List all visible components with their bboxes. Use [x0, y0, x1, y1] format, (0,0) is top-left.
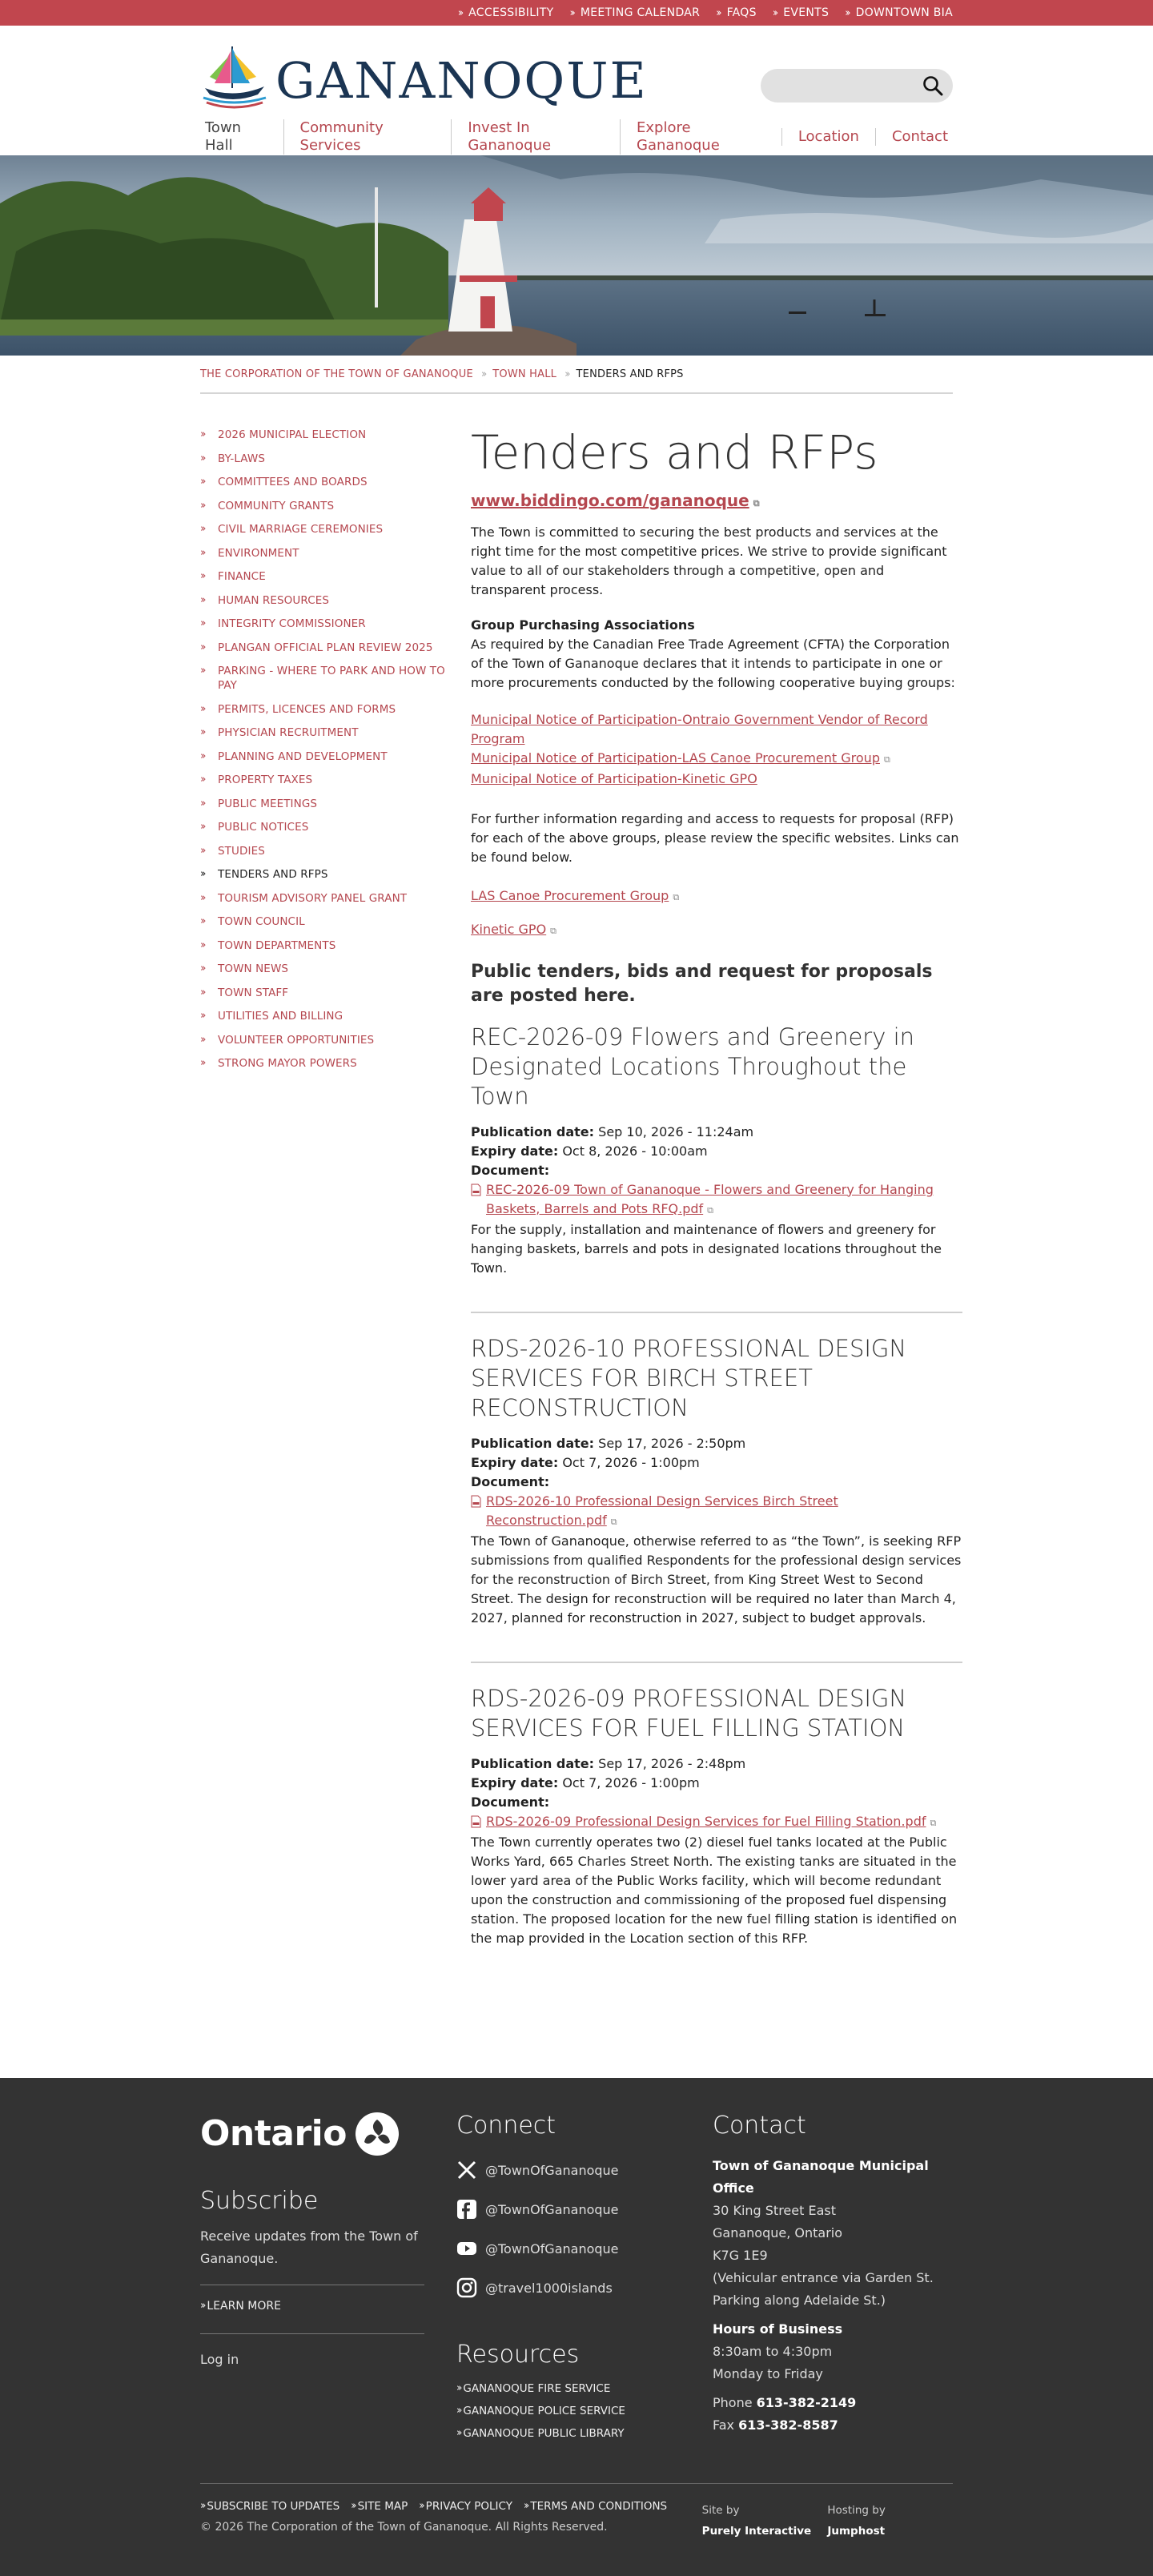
- double-chevron-icon: ››: [200, 2499, 204, 2512]
- sidebar-item-planning[interactable]: ›› PLANNING AND DEVELOPMENT: [200, 749, 388, 763]
- fax-number: 613-382-8587: [738, 2417, 838, 2433]
- sidebar-item-physician-recruitment[interactable]: ›› PHYSICIAN RECRUITMENT: [200, 726, 359, 739]
- gpa-paragraph: As required by the Canadian Free Trade Agreement (CFTA) the Corporation of the Town of Gananoque declares that it intends to participate in one or more procurements conducted by the following cooperative buying groups:: [471, 636, 955, 690]
- nav-contact[interactable]: Contact: [875, 128, 953, 146]
- hours-line: Monday to Friday: [713, 2365, 823, 2381]
- subscribe-heading: Subscribe: [200, 2186, 319, 2215]
- social-link-facebook[interactable]: @TownOfGananoque: [456, 2199, 713, 2220]
- footer-link-terms[interactable]: ›› TERMS AND CONDITIONS: [523, 2499, 668, 2513]
- tender-description: The Town of Gananoque, otherwise referred to as “the Town”, is seeking RFP submissions from qualified Respondents for the professional design services for the reconstruction of Birch Street, from King Street West to Second Street. The design for reconstruction will be required no later than March 4, 2027, planned for reconstruction in 2027, subject to budget approvals.: [471, 1533, 962, 1626]
- double-chevron-icon: ››: [457, 6, 462, 19]
- double-chevron-icon: ››: [845, 6, 849, 19]
- double-chevron-icon: ››: [200, 844, 204, 857]
- social-link-x[interactable]: @TownOfGananoque: [456, 2160, 713, 2181]
- double-chevron-icon: ››: [200, 476, 204, 488]
- x-icon: [456, 2160, 477, 2180]
- instagram-icon: [456, 2277, 477, 2298]
- ontario-logo: Ontario: [200, 2110, 456, 2158]
- phone-number[interactable]: 613-382-2149: [756, 2394, 857, 2410]
- resource-link-library[interactable]: ›› GANANOQUE PUBLIC LIBRARY: [456, 2426, 625, 2440]
- login-link[interactable]: Log in: [200, 2351, 239, 2367]
- sailboat-logo-icon: [200, 42, 267, 112]
- external-link-icon: ⧉: [753, 497, 760, 508]
- site-footer: [0, 2078, 1153, 2576]
- sidebar-item-town-departments[interactable]: ›› TOWN DEPARTMENTS: [200, 938, 336, 952]
- double-chevron-icon: ››: [200, 523, 204, 535]
- expiry-date: Expiry date: Oct 8, 2026 - 10:00am: [471, 1143, 708, 1159]
- footer-link-privacy[interactable]: ›› PRIVACY POLICY: [419, 2499, 512, 2513]
- double-chevron-icon: ››: [716, 6, 720, 19]
- tender-description: The Town currently operates two (2) diesel fuel tanks located at the Public Works Yard, 665 Charles Street North. The existing tanks are situated in the lower yard area of the Public Works facility, which will become redundant upon the construction and commissioning of the proposed fuel dispensing station. The proposed location for the new fuel filling station is identified on the map provided in the Location section of this RFP.: [471, 1834, 958, 1946]
- double-chevron-icon: ››: [456, 2404, 460, 2417]
- footer-bottom-links: [200, 2500, 702, 2513]
- external-link-icon: ⧉: [707, 1204, 714, 1216]
- hosting-credit: Hosting by Jumphost: [827, 2503, 886, 2538]
- double-chevron-icon: ››: [200, 986, 204, 999]
- double-chevron-icon: ››: [200, 570, 204, 582]
- contact-heading: Contact: [713, 2111, 806, 2140]
- phone-line: Phone 613-382-2149: [713, 2394, 857, 2410]
- sidebar-item-public-notices[interactable]: ›› PUBLIC NOTICES: [200, 821, 309, 834]
- external-link-icon: ⧉: [930, 1817, 937, 1828]
- kinetic-gpo-link[interactable]: Kinetic GPO ⧉: [471, 920, 556, 941]
- resource-link-fire[interactable]: ›› GANANOQUE FIRE SERVICE: [456, 2381, 611, 2395]
- topbar-link-events[interactable]: ›› EVENTS: [772, 6, 830, 19]
- notice-link-kinetic[interactable]: Municipal Notice of Participation-Kinetic GPO: [471, 770, 757, 786]
- document-link[interactable]: RDS-2026-09 Professional Design Services for Fuel Filling Station.pdf ⧉: [486, 1812, 936, 1833]
- document-row: [471, 1180, 962, 1220]
- sidebar-item-community-grants[interactable]: ›› COMMUNITY GRANTS: [200, 499, 335, 512]
- footer-bottom: [200, 2483, 953, 2542]
- youtube-icon: [456, 2238, 477, 2259]
- sidebar-item-finance[interactable]: ›› FINANCE: [200, 570, 266, 583]
- breadcrumb-town-hall[interactable]: TOWN HALL: [492, 368, 557, 380]
- breadcrumb-corporation[interactable]: THE CORPORATION OF THE TOWN OF GANANOQUE: [200, 368, 473, 380]
- external-link-icon: ⧉: [550, 925, 557, 936]
- external-link-icon: ⧉: [883, 754, 890, 765]
- sidebar-item-municipal-election[interactable]: ›› 2026 MUNICIPAL ELECTION: [200, 428, 367, 441]
- topbar-link-accessibility[interactable]: ›› ACCESSIBILITY: [457, 6, 554, 19]
- document-label: Document:: [471, 1162, 550, 1178]
- document-link[interactable]: REC-2026-09 Town of Gananoque - Flowers and Greenery for Hanging Baskets, Barrels and Pots RFQ.pdf ⧉: [486, 1180, 962, 1220]
- footer-column-connect: [456, 2110, 713, 2449]
- sidebar-item-strong-mayor[interactable]: ›› STRONG MAYOR POWERS: [200, 1057, 357, 1070]
- learn-more-link[interactable]: ›› LEARN MORE: [200, 2299, 281, 2313]
- double-chevron-icon: ››: [419, 2499, 423, 2512]
- intro-paragraph: The Town is committed to securing the best products and services at the right time for the most competitive prices. We strive to provide significant value to all of our stakeholders through a competitive, open and transparent process.: [471, 524, 947, 597]
- tender-description: For the supply, installation and maintenance of flowers and greenery for hanging baskets, barrels and pots in designated locations throughout the Town.: [471, 1221, 942, 1276]
- nav-invest[interactable]: Invest In Gananoque: [451, 119, 620, 155]
- site-logo[interactable]: [200, 42, 648, 112]
- sidebar-item-plangan[interactable]: ›› PLANGAN OFFICIAL PLAN REVIEW 2025: [200, 641, 433, 654]
- document-label: Document:: [471, 1473, 550, 1489]
- tender-title: RDS-2026-10 PROFESSIONAL DESIGN SERVICES FOR BIRCH STREET RECONSTRUCTION: [471, 1334, 907, 1421]
- double-chevron-icon: ››: [564, 368, 568, 380]
- nav-town-hall[interactable]: Town Hall: [205, 119, 242, 154]
- expiry-date: Expiry date: Oct 7, 2026 - 1:00pm: [471, 1454, 700, 1470]
- office-name: Town of Gananoque Municipal Office: [713, 2157, 929, 2196]
- connect-heading: Connect: [456, 2111, 556, 2140]
- double-chevron-icon: ››: [200, 452, 204, 464]
- footer-column-subscribe: [200, 2110, 456, 2449]
- nav-explore[interactable]: Explore Gananoque: [620, 119, 781, 155]
- notice-link-las[interactable]: Municipal Notice of Participation-LAS Canoe Procurement Group ⧉: [471, 749, 962, 770]
- double-chevron-icon: ››: [200, 797, 204, 810]
- double-chevron-icon: ››: [200, 2300, 204, 2313]
- sidebar-item-town-staff[interactable]: ›› TOWN STAFF: [200, 986, 289, 999]
- double-chevron-icon: ››: [200, 665, 204, 677]
- hours-line: 8:30am to 4:30pm: [713, 2343, 833, 2359]
- social-link-instagram[interactable]: @travel1000islands: [456, 2277, 713, 2299]
- double-chevron-icon: ››: [569, 6, 573, 19]
- tender-item: [471, 1023, 962, 1312]
- resource-link-police[interactable]: ›› GANANOQUE POLICE SERVICE: [456, 2404, 625, 2417]
- double-chevron-icon: ››: [200, 702, 204, 715]
- fax-line: Fax 613-382-8587: [713, 2417, 838, 2433]
- publication-date: Publication date: Sep 10, 2026 - 11:24am: [471, 1123, 754, 1139]
- document-label: Document:: [471, 1794, 550, 1810]
- double-chevron-icon: ››: [200, 641, 204, 653]
- search-input[interactable]: [761, 69, 953, 102]
- sidebar-item-civil-marriage[interactable]: ›› CIVIL MARRIAGE CEREMONIES: [200, 523, 384, 536]
- double-chevron-icon: ››: [456, 2381, 460, 2394]
- address-line: (Vehicular entrance via Garden St.: [713, 2269, 934, 2285]
- sidebar-item-integrity-commissioner[interactable]: ›› INTEGRITY COMMISSIONER: [200, 617, 366, 630]
- resources-heading: Resources: [456, 2340, 580, 2369]
- sidebar-item-property-taxes[interactable]: ›› PROPERTY TAXES: [200, 774, 313, 786]
- publication-date: Publication date: Sep 17, 2026 - 2:50pm: [471, 1435, 746, 1451]
- double-chevron-icon: ››: [200, 938, 204, 951]
- sidebar-item-town-council[interactable]: ›› TOWN COUNCIL: [200, 915, 305, 928]
- tender-title: REC-2026-09 Flowers and Greenery in Designated Locations Throughout the Town: [471, 1023, 915, 1110]
- address-line: K7G 1E9: [713, 2247, 768, 2263]
- nav-location[interactable]: Location: [781, 128, 875, 146]
- nav-community-services[interactable]: Community Services: [283, 119, 452, 155]
- pdf-icon: [471, 1184, 481, 1196]
- lighthouse-waterfront-image: [0, 155, 1153, 356]
- site-credit: Site by Purely Interactive: [701, 2503, 812, 2538]
- sidebar-item-tourism-grant[interactable]: ›› TOURISM ADVISORY PANEL GRANT: [200, 891, 408, 905]
- double-chevron-icon: ››: [523, 2499, 528, 2512]
- sidebar-item-committees[interactable]: ›› COMMITTEES AND BOARDS: [200, 476, 368, 488]
- address-line: Parking along Adelaide St.): [713, 2292, 886, 2308]
- breadcrumb: [200, 356, 953, 394]
- posted-heading: Public tenders, bids and request for proposals are posted here.: [471, 961, 933, 1006]
- external-link-icon: ⧉: [673, 891, 680, 902]
- hours-heading: Hours of Business: [713, 2321, 843, 2337]
- las-canoe-link[interactable]: LAS Canoe Procurement Group ⧉: [471, 886, 679, 907]
- double-chevron-icon: ››: [200, 915, 204, 927]
- sidebar-item-tenders[interactable]: ›› TENDERS AND RFPS: [200, 868, 328, 881]
- site-header: [200, 26, 953, 122]
- double-chevron-icon: ››: [200, 749, 204, 762]
- logo-wordmark: GANANOQUE: [275, 51, 648, 110]
- tender-item: [471, 1662, 962, 1982]
- section-sidebar: [200, 428, 445, 1982]
- topbar-link-faqs[interactable]: ›› FAQS: [716, 6, 757, 19]
- document-row: [471, 1492, 962, 1532]
- facebook-icon: [456, 2199, 477, 2220]
- sidebar-item-parking[interactable]: ›› PARKING - WHERE TO PARK AND HOW TO PAY: [200, 665, 445, 692]
- utility-bar: [0, 0, 1153, 26]
- double-chevron-icon: ››: [200, 546, 204, 559]
- tender-item: [471, 1312, 962, 1662]
- divider: [200, 2333, 424, 2334]
- double-chevron-icon: ››: [200, 726, 204, 738]
- pdf-icon: [471, 1495, 481, 1508]
- double-chevron-icon: ››: [200, 428, 204, 440]
- double-chevron-icon: ››: [480, 368, 485, 380]
- copyright: © 2026 The Corporation of the Town of Gananoque. All Rights Reserved.: [200, 2520, 608, 2534]
- double-chevron-icon: ››: [456, 2426, 460, 2439]
- sidebar-item-town-news[interactable]: ›› TOWN NEWS: [200, 962, 289, 975]
- subscribe-text: Receive updates from the Town of Gananoque.: [200, 2228, 418, 2266]
- breadcrumb-current: TENDERS AND RFPS: [576, 368, 684, 380]
- footer-link-site-map[interactable]: ›› SITE MAP: [351, 2499, 408, 2513]
- sidebar-item-volunteer[interactable]: ›› VOLUNTEER OPPORTUNITIES: [200, 1033, 375, 1047]
- double-chevron-icon: ››: [200, 1010, 204, 1022]
- double-chevron-icon: ››: [200, 774, 204, 786]
- topbar-link-meeting-calendar[interactable]: ›› MEETING CALENDAR: [569, 6, 701, 19]
- topbar-link-downtown-bia[interactable]: ›› DOWNTOWN BIA: [845, 6, 953, 19]
- double-chevron-icon: ››: [200, 617, 204, 629]
- sidebar-item-by-laws[interactable]: ›› BY-LAWS: [200, 452, 265, 465]
- address-line: Gananoque, Ontario: [713, 2224, 843, 2240]
- double-chevron-icon: ››: [351, 2499, 355, 2512]
- double-chevron-icon: ››: [200, 868, 204, 880]
- hero-image: [0, 155, 1153, 356]
- document-row: [471, 1812, 962, 1833]
- footer-column-contact: [713, 2110, 953, 2449]
- pdf-icon: [471, 1815, 481, 1828]
- expiry-date: Expiry date: Oct 7, 2026 - 1:00pm: [471, 1774, 700, 1790]
- further-info-paragraph: For further information regarding and access to requests for proposal (RFP) for each of the above groups, please review the specific websites. Links can be found below.: [471, 810, 959, 865]
- double-chevron-icon: ››: [772, 6, 777, 19]
- social-link-youtube[interactable]: @TownOfGananoque: [456, 2238, 713, 2260]
- tender-title: RDS-2026-09 PROFESSIONAL DESIGN SERVICES FOR FUEL FILLING STATION: [471, 1684, 907, 1742]
- sidebar-item-permits[interactable]: ›› PERMITS, LICENCES AND FORMS: [200, 702, 396, 716]
- gpa-heading: Group Purchasing Associations: [471, 617, 695, 633]
- biddingo-link[interactable]: www.biddingo.com/gananoque ⧉: [471, 490, 760, 510]
- document-link[interactable]: RDS-2026-10 Professional Design Services Birch Street Reconstruction.pdf ⧉: [486, 1492, 962, 1532]
- main-content: [464, 425, 962, 1982]
- notices-list: [471, 710, 962, 789]
- hosting-link[interactable]: Jumphost: [827, 2524, 886, 2538]
- double-chevron-icon: ››: [200, 1057, 204, 1069]
- address-line: 30 King Street East: [713, 2202, 836, 2218]
- double-chevron-icon: ››: [200, 593, 204, 606]
- sidebar-item-human-resources[interactable]: ›› HUMAN RESOURCES: [200, 593, 330, 607]
- double-chevron-icon: ››: [200, 821, 204, 833]
- main-nav: [200, 119, 953, 155]
- double-chevron-icon: ››: [200, 499, 204, 512]
- publication-date: Publication date: Sep 17, 2026 - 2:48pm: [471, 1755, 746, 1771]
- double-chevron-icon: ››: [200, 891, 204, 904]
- sidebar-item-environment[interactable]: ›› ENVIRONMENT: [200, 546, 299, 560]
- trillium-icon: [355, 2112, 400, 2156]
- double-chevron-icon: ››: [200, 1033, 204, 1046]
- sidebar-item-studies[interactable]: ›› STUDIES: [200, 844, 265, 858]
- search-icon[interactable]: [922, 75, 943, 96]
- double-chevron-icon: ››: [200, 962, 204, 975]
- notice-link-ontario[interactable]: Municipal Notice of Participation-Ontraio Government Vendor of Record Program: [471, 711, 928, 746]
- site-by-link[interactable]: Purely Interactive: [701, 2524, 812, 2538]
- sidebar-item-utilities[interactable]: ›› UTILITIES AND BILLING: [200, 1010, 343, 1023]
- sidebar-item-public-meetings[interactable]: ›› PUBLIC MEETINGS: [200, 797, 318, 810]
- resources-list: [456, 2382, 713, 2440]
- footer-link-subscribe[interactable]: ›› SUBSCRIBE TO UPDATES: [200, 2499, 340, 2513]
- page-title: Tenders and RFPs: [471, 425, 878, 480]
- external-link-icon: ⧉: [610, 1516, 617, 1527]
